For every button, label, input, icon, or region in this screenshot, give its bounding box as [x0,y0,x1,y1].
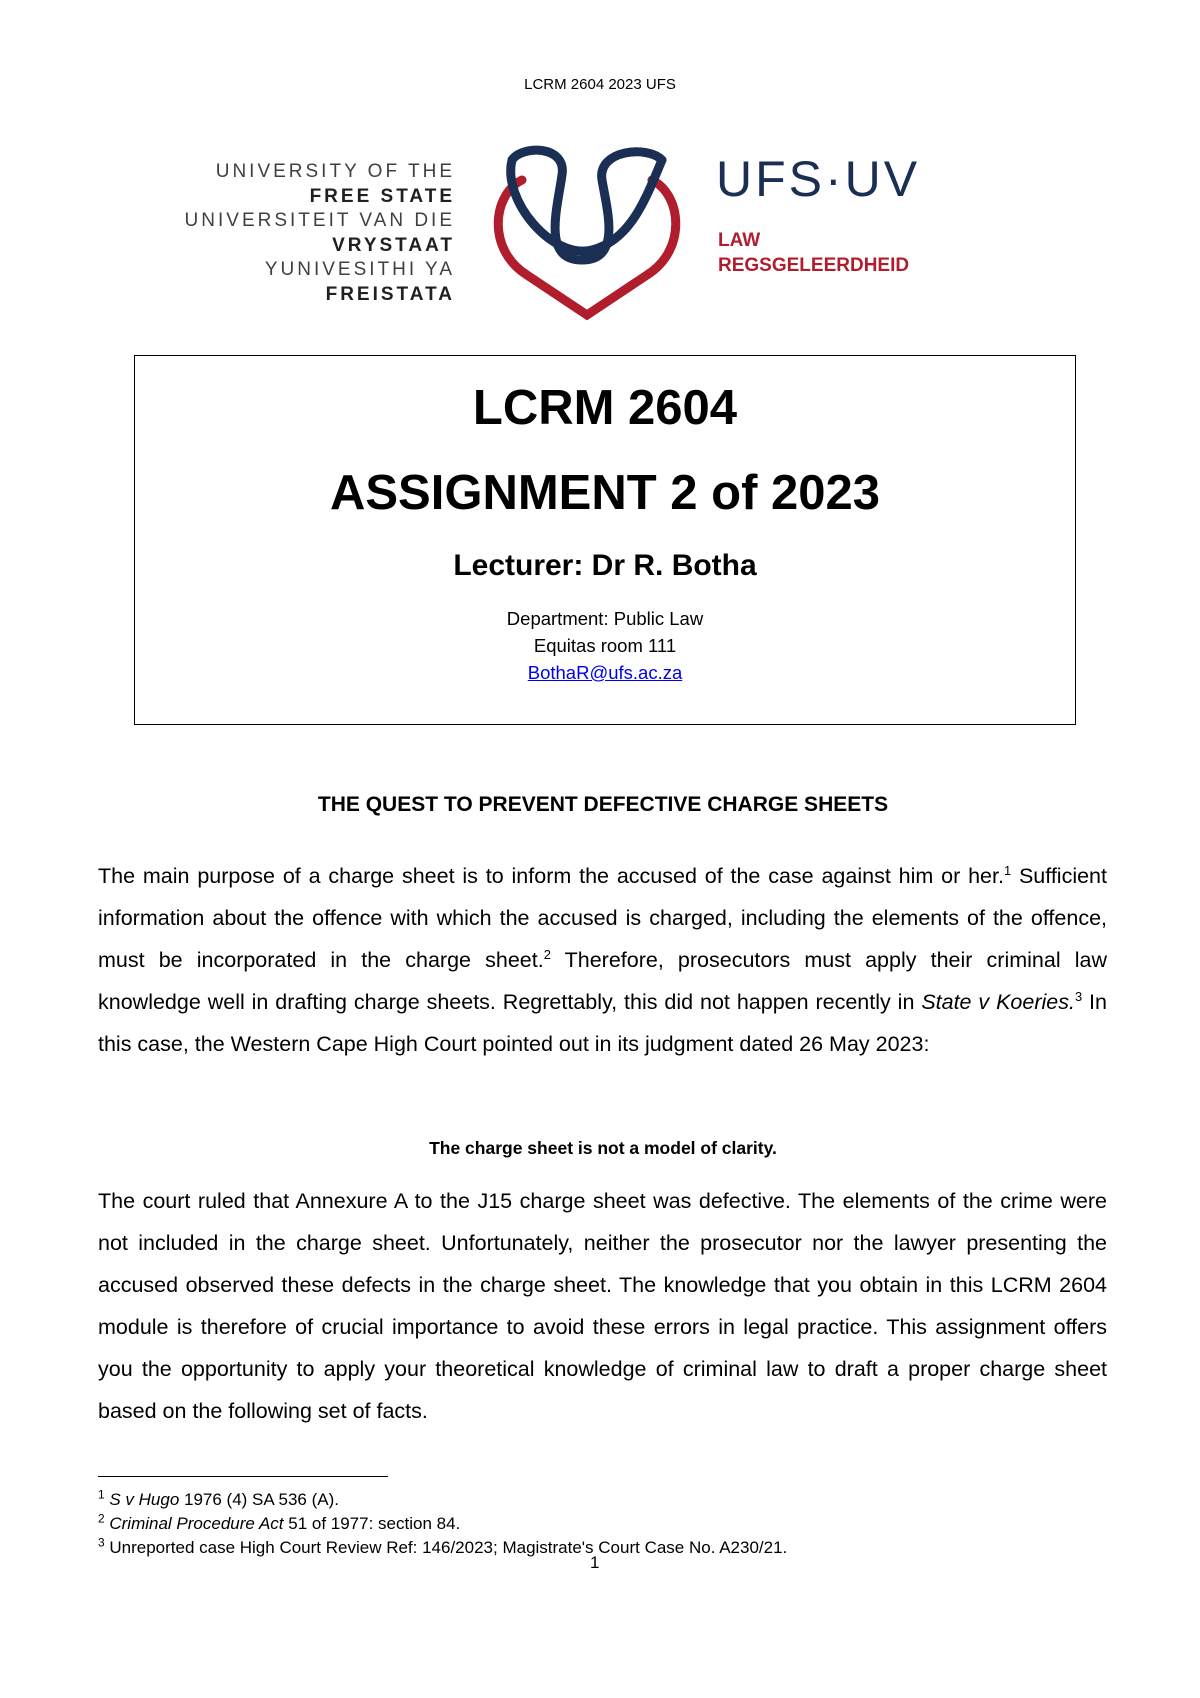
contact-details [134,605,1076,686]
university-name-block [100,160,455,307]
footnote-text: Unreported case High Court Review Ref: 146/2023; Magistrate's Court Case No. A230/21. [104,1538,788,1557]
running-header: LCRM 2604 2023 UFS [524,76,676,93]
page-number: 1 [590,1553,600,1572]
faculty-name [718,228,909,278]
footnote-3 [98,1535,788,1558]
footnote-ref: 2 [543,946,551,962]
footnote-number: 3 [98,1535,105,1550]
footnote-statute: Criminal Procedure Act [109,1514,284,1533]
faculty-line-afrikaans: REGSGELEERDHEID [718,255,910,276]
ufs-brand-name: UFS·UV [716,151,921,207]
intro-paragraph [98,855,1107,1065]
paragraph-text: Therefore, prosecutors must apply their criminal law knowledge well in drafting charge sheets. Regrettably, this did not happen recently in [98,948,1108,1014]
university-line: YUNIVESITHI YA [264,259,455,280]
lecturer-name: Lecturer: Dr R. Botha [453,549,757,582]
footnote-2 [98,1511,461,1534]
footnote-case: S v Hugo [109,1490,180,1509]
university-line: FREISTATA [325,283,455,305]
course-code-title: LCRM 2604 [472,381,738,435]
department: Department: Public Law [506,608,704,629]
section-heading: THE QUEST TO PREVENT DEFECTIVE CHARGE SHEETS [317,793,889,816]
paragraph-text: Sufficient information about the offence with which the accused is charged, including the elements of the offence, must be incorporated in the charge sheet. [98,864,1107,972]
university-line: VRYSTAAT [332,234,455,256]
footnote-ref: 3 [1074,988,1083,1004]
second-paragraph: The court ruled that Annexure A to the J15 charge sheet was defective. The elements of the crime were not included in the charge sheet. Unfortunately, neither the prosecutor nor the lawyer presenting the accused observed these defects in the charge sheet. The knowledge that you obtain in this LCRM 2604 module is therefore of crucial importance to avoid these errors in legal practice. This assignment offers you the opportunity to apply your theoretical knowledge of criminal law to draft a proper charge sheet based on the following set of facts. [98,1189,1107,1423]
footnote-text: 51 of 1977: section 84. [283,1514,461,1533]
footnote-number: 1 [98,1487,105,1502]
footnote-separator [98,1476,388,1477]
university-line: UNIVERSITY OF THE [215,161,455,182]
paragraph-text: In this case, the Western Cape High Court pointed out in its judgment dated 26 May 2023: [98,990,1107,1056]
paragraph-text: The main purpose of a charge sheet is to inform the accused of the case against him or her. [98,864,1004,888]
court-quote: The charge sheet is not a model of clarity. [429,1138,777,1158]
email-link[interactable]: BothaR@ufs.ac.za [527,662,683,683]
assignment-title: ASSIGNMENT 2 of 2023 [329,466,881,520]
footnote-ref: 1 [1003,862,1012,878]
office-room: Equitas room 111 [533,635,677,656]
university-line: FREE STATE [309,185,455,207]
ufs-heart-logo-icon [482,140,692,320]
footnote-1 [98,1487,339,1510]
case-name: State v Koeries. [921,990,1075,1014]
footnote-text: 1976 (4) SA 536 (A). [179,1490,339,1509]
faculty-line-english: LAW [718,230,761,251]
university-line: UNIVERSITEIT VAN DIE [184,210,455,231]
footnote-number: 2 [98,1511,105,1526]
